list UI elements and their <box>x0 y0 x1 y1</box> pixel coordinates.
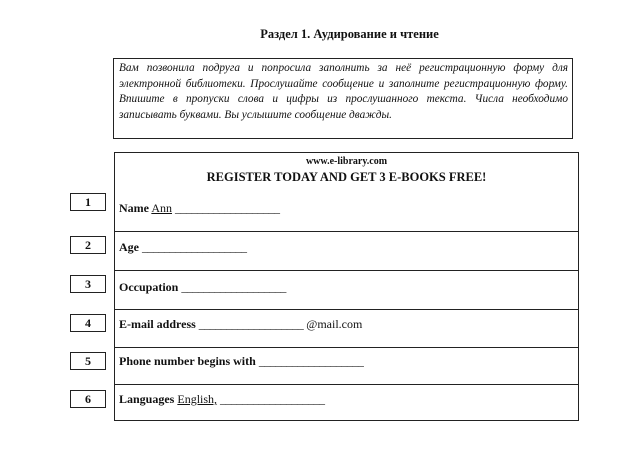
answer-blank[interactable]: ___________________ <box>175 201 280 215</box>
field-name <box>119 201 280 216</box>
form-header <box>115 153 578 232</box>
question-number-2: 2 <box>70 236 106 254</box>
field-label: Age <box>119 240 139 254</box>
field-label: Phone number begins with <box>119 354 256 368</box>
question-number-5: 5 <box>70 352 106 370</box>
field-occupation <box>119 280 286 295</box>
question-number-3: 3 <box>70 275 106 293</box>
field-phone <box>119 354 363 369</box>
field-label: Languages <box>119 392 175 406</box>
answer-blank[interactable]: ___________________ <box>198 317 304 331</box>
registration-form <box>114 152 579 421</box>
field-languages <box>119 392 325 407</box>
question-number-6: 6 <box>70 390 106 408</box>
form-row-phone <box>115 348 578 385</box>
instructions-box: Вам позвонила подруга и попросила заполнить за неё регистрационную форму для электронной библиотеки. Прослушайте сообщение и заполните регистрационную форму. Впишите в пропуски слова и цифры из прослушанного текста. Числа необходимо записывать буквами. Вы услышите сообщение дважды. <box>113 58 573 139</box>
answer-blank[interactable]: ___________________ <box>181 280 286 294</box>
form-row-age <box>115 231 578 271</box>
answer-blank[interactable]: ___________________ <box>220 392 325 406</box>
form-row-languages <box>115 385 578 422</box>
email-domain: @mail.com <box>306 317 363 331</box>
field-label: Name <box>119 201 149 215</box>
site-url: www.e-library.com <box>305 156 388 167</box>
field-value: English, <box>177 392 218 406</box>
field-label: Occupation <box>119 280 179 294</box>
form-row-email <box>115 310 578 348</box>
form-heading: REGISTER TODAY AND GET 3 E-BOOKS FREE! <box>206 170 487 184</box>
field-value: Ann <box>151 201 173 215</box>
question-number-1: 1 <box>70 193 106 211</box>
field-label: E-mail address <box>119 317 196 331</box>
field-email <box>119 317 362 332</box>
answer-blank[interactable]: ___________________ <box>258 354 364 368</box>
field-age <box>119 240 247 255</box>
form-row-occupation <box>115 271 578 310</box>
section-title: Раздел 1. Аудирование и чтение <box>260 27 439 41</box>
question-number-4: 4 <box>70 314 106 332</box>
answer-blank[interactable]: ___________________ <box>142 240 247 254</box>
